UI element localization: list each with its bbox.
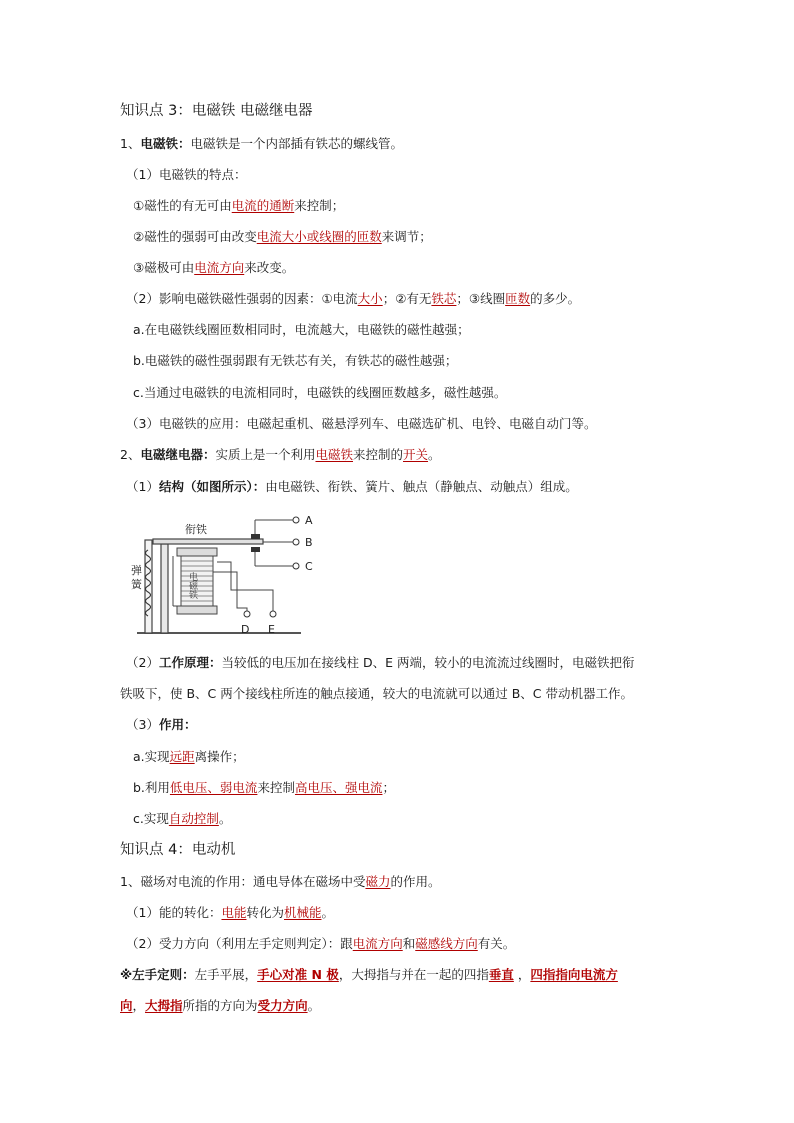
relay-diagram bbox=[133, 512, 323, 640]
text: （1）能的转化： bbox=[126, 905, 222, 920]
text: 2、 bbox=[120, 447, 141, 462]
text: c.当通过电磁铁的电流相同时，电磁铁的线圈匝数越多，磁性越强。 bbox=[133, 385, 507, 400]
text: 由电磁铁、衔铁、簧片、触点（静触点、动触点）组成。 bbox=[265, 479, 578, 494]
text: a.实现 bbox=[133, 749, 170, 764]
text: 和 bbox=[402, 936, 416, 951]
answer-blank: 低电压、弱电流 bbox=[169, 780, 258, 795]
term-function: 作用： bbox=[158, 717, 197, 732]
answer-blank: 垂直 bbox=[488, 967, 514, 982]
answer-blank: 高电压、强电流 bbox=[294, 780, 383, 795]
answer-blank: 向 bbox=[120, 998, 133, 1013]
text: （2） bbox=[126, 655, 159, 670]
text: ①磁性的有无可由 bbox=[133, 198, 232, 213]
answer-blank: 铁芯 bbox=[431, 291, 457, 306]
term-left-hand-rule: ※左手定则： bbox=[120, 967, 195, 982]
text: 来改变。 bbox=[244, 260, 295, 275]
paragraph-3 bbox=[133, 197, 344, 215]
text: 有关。 bbox=[477, 936, 516, 951]
answer-blank: 受力方向 bbox=[257, 998, 308, 1013]
paragraph-21 bbox=[126, 904, 334, 922]
paragraph-11 bbox=[120, 446, 441, 464]
paragraph-23 bbox=[120, 966, 618, 984]
text: 电磁铁是一个内部插有铁芯的螺线管。 bbox=[190, 136, 403, 151]
text: 来控制； bbox=[294, 198, 345, 213]
text: b.利用 bbox=[133, 780, 170, 795]
section-title-kp3: 知识点 3：电磁铁 电磁继电器 bbox=[120, 103, 313, 119]
text: ；②有无 bbox=[382, 291, 432, 306]
paragraph-24 bbox=[120, 997, 320, 1015]
text: 1、磁场对电流的作用：通电导体在磁场中受 bbox=[120, 874, 366, 889]
text: ； bbox=[382, 780, 395, 795]
terminal-d: D bbox=[241, 623, 250, 636]
text: ， bbox=[132, 998, 146, 1013]
text: 。 bbox=[321, 905, 335, 920]
text: 1、 bbox=[120, 136, 141, 151]
answer-blank: 自动控制 bbox=[168, 811, 219, 826]
text: 来控制 bbox=[257, 780, 295, 795]
answer-blank: 电流大小或线圈的匝数 bbox=[256, 229, 382, 244]
answer-blank: 四指指向电流方 bbox=[530, 967, 618, 982]
label-electromagnet: 电磁铁 bbox=[187, 572, 197, 599]
text: 左手平展， bbox=[194, 967, 258, 982]
text: 铁吸下，使 B、C 两个接线柱所连的触点接通，较大的电流就可以通过 B、C 带动机器工作。 bbox=[120, 686, 634, 701]
answer-blank: 磁力 bbox=[365, 874, 391, 889]
text: 来调节； bbox=[381, 229, 432, 244]
paragraph-10 bbox=[126, 415, 596, 433]
text: 实质上是一个利用 bbox=[215, 447, 316, 462]
paragraph-9 bbox=[133, 384, 506, 402]
answer-blank: 大拇指 bbox=[145, 998, 183, 1013]
paragraph-15 bbox=[126, 716, 196, 734]
text: 来控制的 bbox=[353, 447, 404, 462]
section-title-kp4: 知识点 4：电动机 bbox=[120, 842, 236, 858]
text: （3） bbox=[126, 717, 159, 732]
label-spring-1: 弹 bbox=[131, 564, 142, 577]
paragraph-8 bbox=[133, 352, 457, 370]
text: （2）影响电磁铁磁性强弱的因素：①电流 bbox=[126, 291, 358, 306]
text: 所指的方向为 bbox=[182, 998, 258, 1013]
text: （1） bbox=[126, 479, 159, 494]
text: 的作用。 bbox=[390, 874, 441, 889]
answer-blank: 电流方向 bbox=[352, 936, 403, 951]
paragraph-14 bbox=[120, 685, 633, 703]
term-structure: 结构（如图所示）： bbox=[158, 479, 266, 494]
paragraph-22 bbox=[126, 935, 515, 953]
answer-blank: 大小 bbox=[357, 291, 383, 306]
term-relay: 电磁继电器： bbox=[140, 447, 216, 462]
text: 转化为 bbox=[246, 905, 284, 920]
text: b.电磁铁的磁性强弱跟有无铁芯有关，有铁芯的磁性越强； bbox=[133, 353, 458, 368]
paragraph-7 bbox=[133, 321, 470, 339]
text: 。 bbox=[307, 998, 321, 1013]
text: ③磁极可由 bbox=[133, 260, 195, 275]
paragraph-5 bbox=[133, 259, 294, 277]
term-electromagnet: 电磁铁： bbox=[140, 136, 191, 151]
paragraph-1 bbox=[120, 135, 403, 153]
paragraph-4 bbox=[133, 228, 432, 246]
answer-blank: 电流方向 bbox=[194, 260, 245, 275]
label-armature: 衔铁 bbox=[185, 523, 207, 536]
answer-blank: 远距 bbox=[169, 749, 195, 764]
terminal-a: A bbox=[305, 514, 313, 527]
answer-blank: 磁感线方向 bbox=[415, 936, 478, 951]
paragraph-12 bbox=[126, 478, 578, 496]
answer-blank: 开关 bbox=[403, 447, 429, 462]
answer-blank: 手心对准 N 极 bbox=[257, 967, 339, 982]
term-principle: 工作原理： bbox=[158, 655, 222, 670]
text: 的多少。 bbox=[530, 291, 581, 306]
terminal-b: B bbox=[305, 536, 313, 549]
paragraph-16 bbox=[133, 748, 245, 766]
text: 当较低的电压加在接线柱 D、E 两端，较小的电流流过线圈时，电磁铁把衔 bbox=[221, 655, 635, 670]
text: （3）电磁铁的应用：电磁起重机、磁悬浮列车、电磁选矿机、电铃、电磁自动门等。 bbox=[126, 416, 597, 431]
text: ，大拇指与并在一起的四指 bbox=[338, 967, 489, 982]
text: c.实现 bbox=[133, 811, 169, 826]
paragraph-20 bbox=[120, 873, 441, 891]
answer-blank: 电磁铁 bbox=[315, 447, 353, 462]
text: 。 bbox=[218, 811, 232, 826]
text: （2）受力方向（利用左手定则判定）：跟 bbox=[126, 936, 353, 951]
paragraph-17 bbox=[133, 779, 395, 797]
text: ， bbox=[513, 967, 531, 982]
terminal-c: C bbox=[305, 560, 313, 573]
label-spring-2: 簧 bbox=[131, 578, 142, 591]
paragraph-13 bbox=[126, 654, 634, 672]
terminal-e: E bbox=[268, 623, 275, 636]
text: ；③线圈 bbox=[456, 291, 506, 306]
paragraph-2 bbox=[126, 166, 246, 184]
text: 。 bbox=[428, 447, 441, 462]
text: （1）电磁铁的特点： bbox=[126, 167, 247, 182]
answer-blank: 机械能 bbox=[284, 905, 322, 920]
answer-blank: 电流的通断 bbox=[231, 198, 295, 213]
answer-blank: 匝数 bbox=[505, 291, 531, 306]
answer-blank: 电能 bbox=[221, 905, 247, 920]
text: 离操作； bbox=[194, 749, 245, 764]
paragraph-18 bbox=[133, 810, 231, 828]
text: ②磁性的强弱可由改变 bbox=[133, 229, 257, 244]
text: a.在电磁铁线圈匝数相同时，电流越大，电磁铁的磁性越强； bbox=[133, 322, 470, 337]
paragraph-6 bbox=[126, 290, 580, 308]
